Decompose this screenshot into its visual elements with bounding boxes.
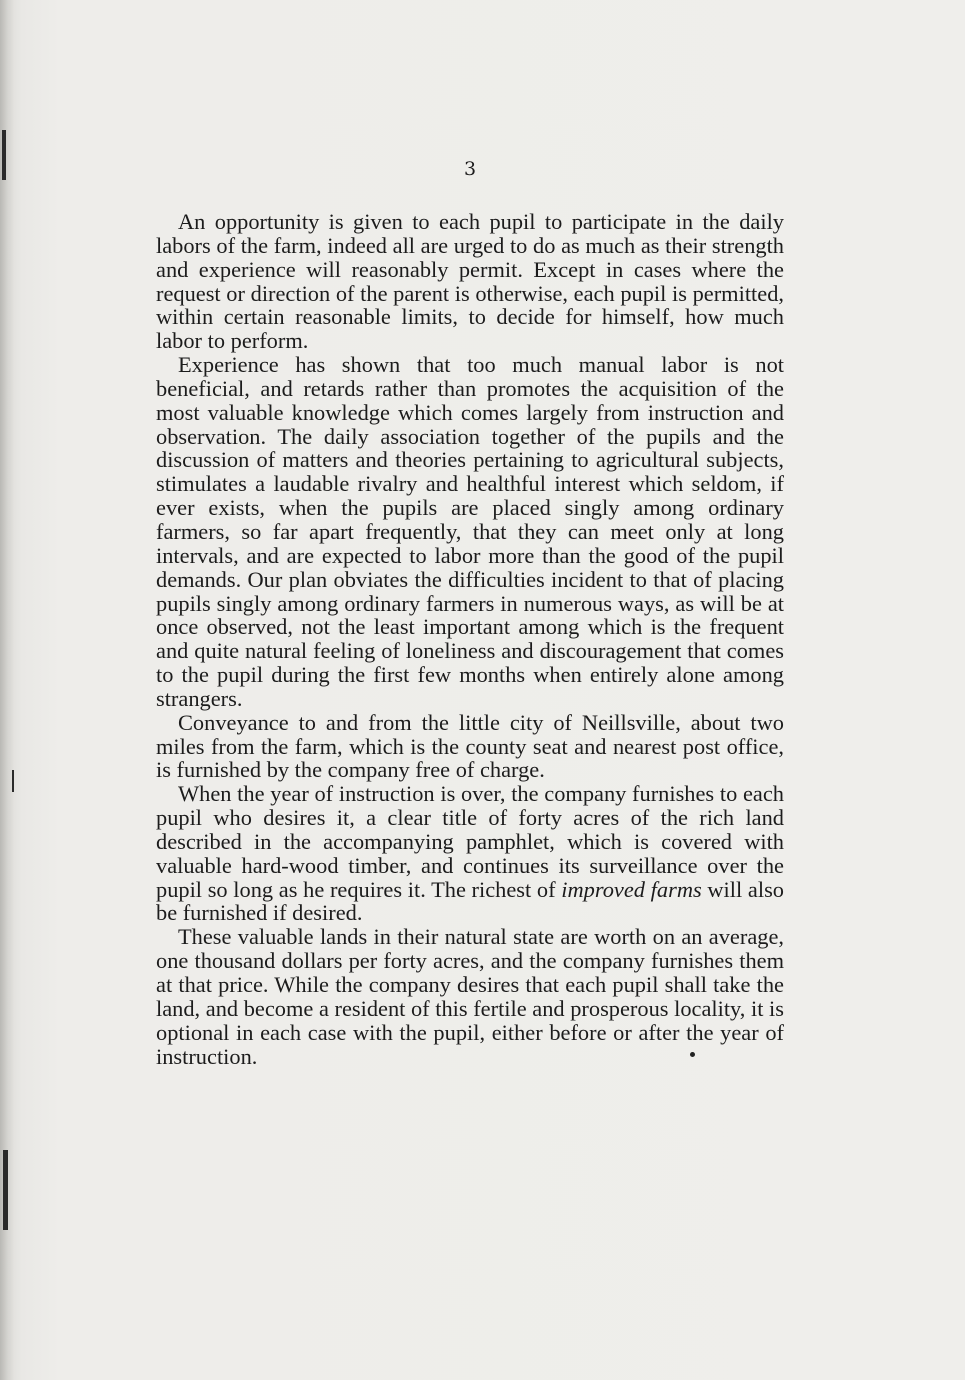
paragraph-text: When the year of instruction is over, the company furnishes to each pupil who desires it, a clear title of forty acres of the rich land described in the accompanying pamphlet, which is covered with valuable hard-wood timber, and continues its surveillance over the pupil so long as he requires it. The richest of [156,781,784,902]
paragraph [156,782,784,925]
page-number: 3 [463,158,477,180]
paragraph: These valuable lands in their natural state are worth on an average, one thousand dollars per forty acres, and the company furnishes them at that price. While the company desires that each pupil shall take the land, and become a resident of this fertile and prosperous locality, it is optional in each case with the pupil, either before or after the year of instruction. [156,924,784,1069]
paragraph-text: will also be furnished if desired. [156,876,784,926]
paragraph: Experience has shown that too much manual labor is not beneficial, and retards rather than promotes the acquisition of the most valuable knowledge which comes largely from instruction and observation. The daily association together of the pupils and the discussion of matters and theories pertaining to agricultural subjects, stimulates a laudable rivalry and healthful interest which seldom, if ever exists, when the pupils are placed singly among ordinary farmers, so far apart frequently, that they can meet only at long intervals, and are expected to labor more than the good of the pupil demands. Our plan obviates the difficulties incident to that of placing pupils singly among ordinary farmers in numerous ways, as will be at once observed, not the least important among which is the frequent and quite natural feeling of loneliness and discouragement that comes to the pupil during the first few months when entirely alone among strangers. [156,352,784,711]
binding-mark [3,1150,8,1230]
italic-phrase: improved farms [561,876,702,902]
binding-mark [12,770,14,792]
paragraph: Conveyance to and from the little city of Neillsville, about two miles from the farm, which is the county seat and nearest post office, is furnished by the company free of charge. [156,709,784,783]
paragraph: An opportunity is given to each pupil to participate in the daily labors of the farm, indeed all are urged to do as much as their strength and experience will reasonably permit. Except in cases where the request or direction of the parent is otherwise, each pupil is permitted, within certain reasonable limits, to decide for himself, how much labor to perform. [156,209,784,354]
ink-dot [690,1052,695,1057]
body-text [156,210,784,1068]
